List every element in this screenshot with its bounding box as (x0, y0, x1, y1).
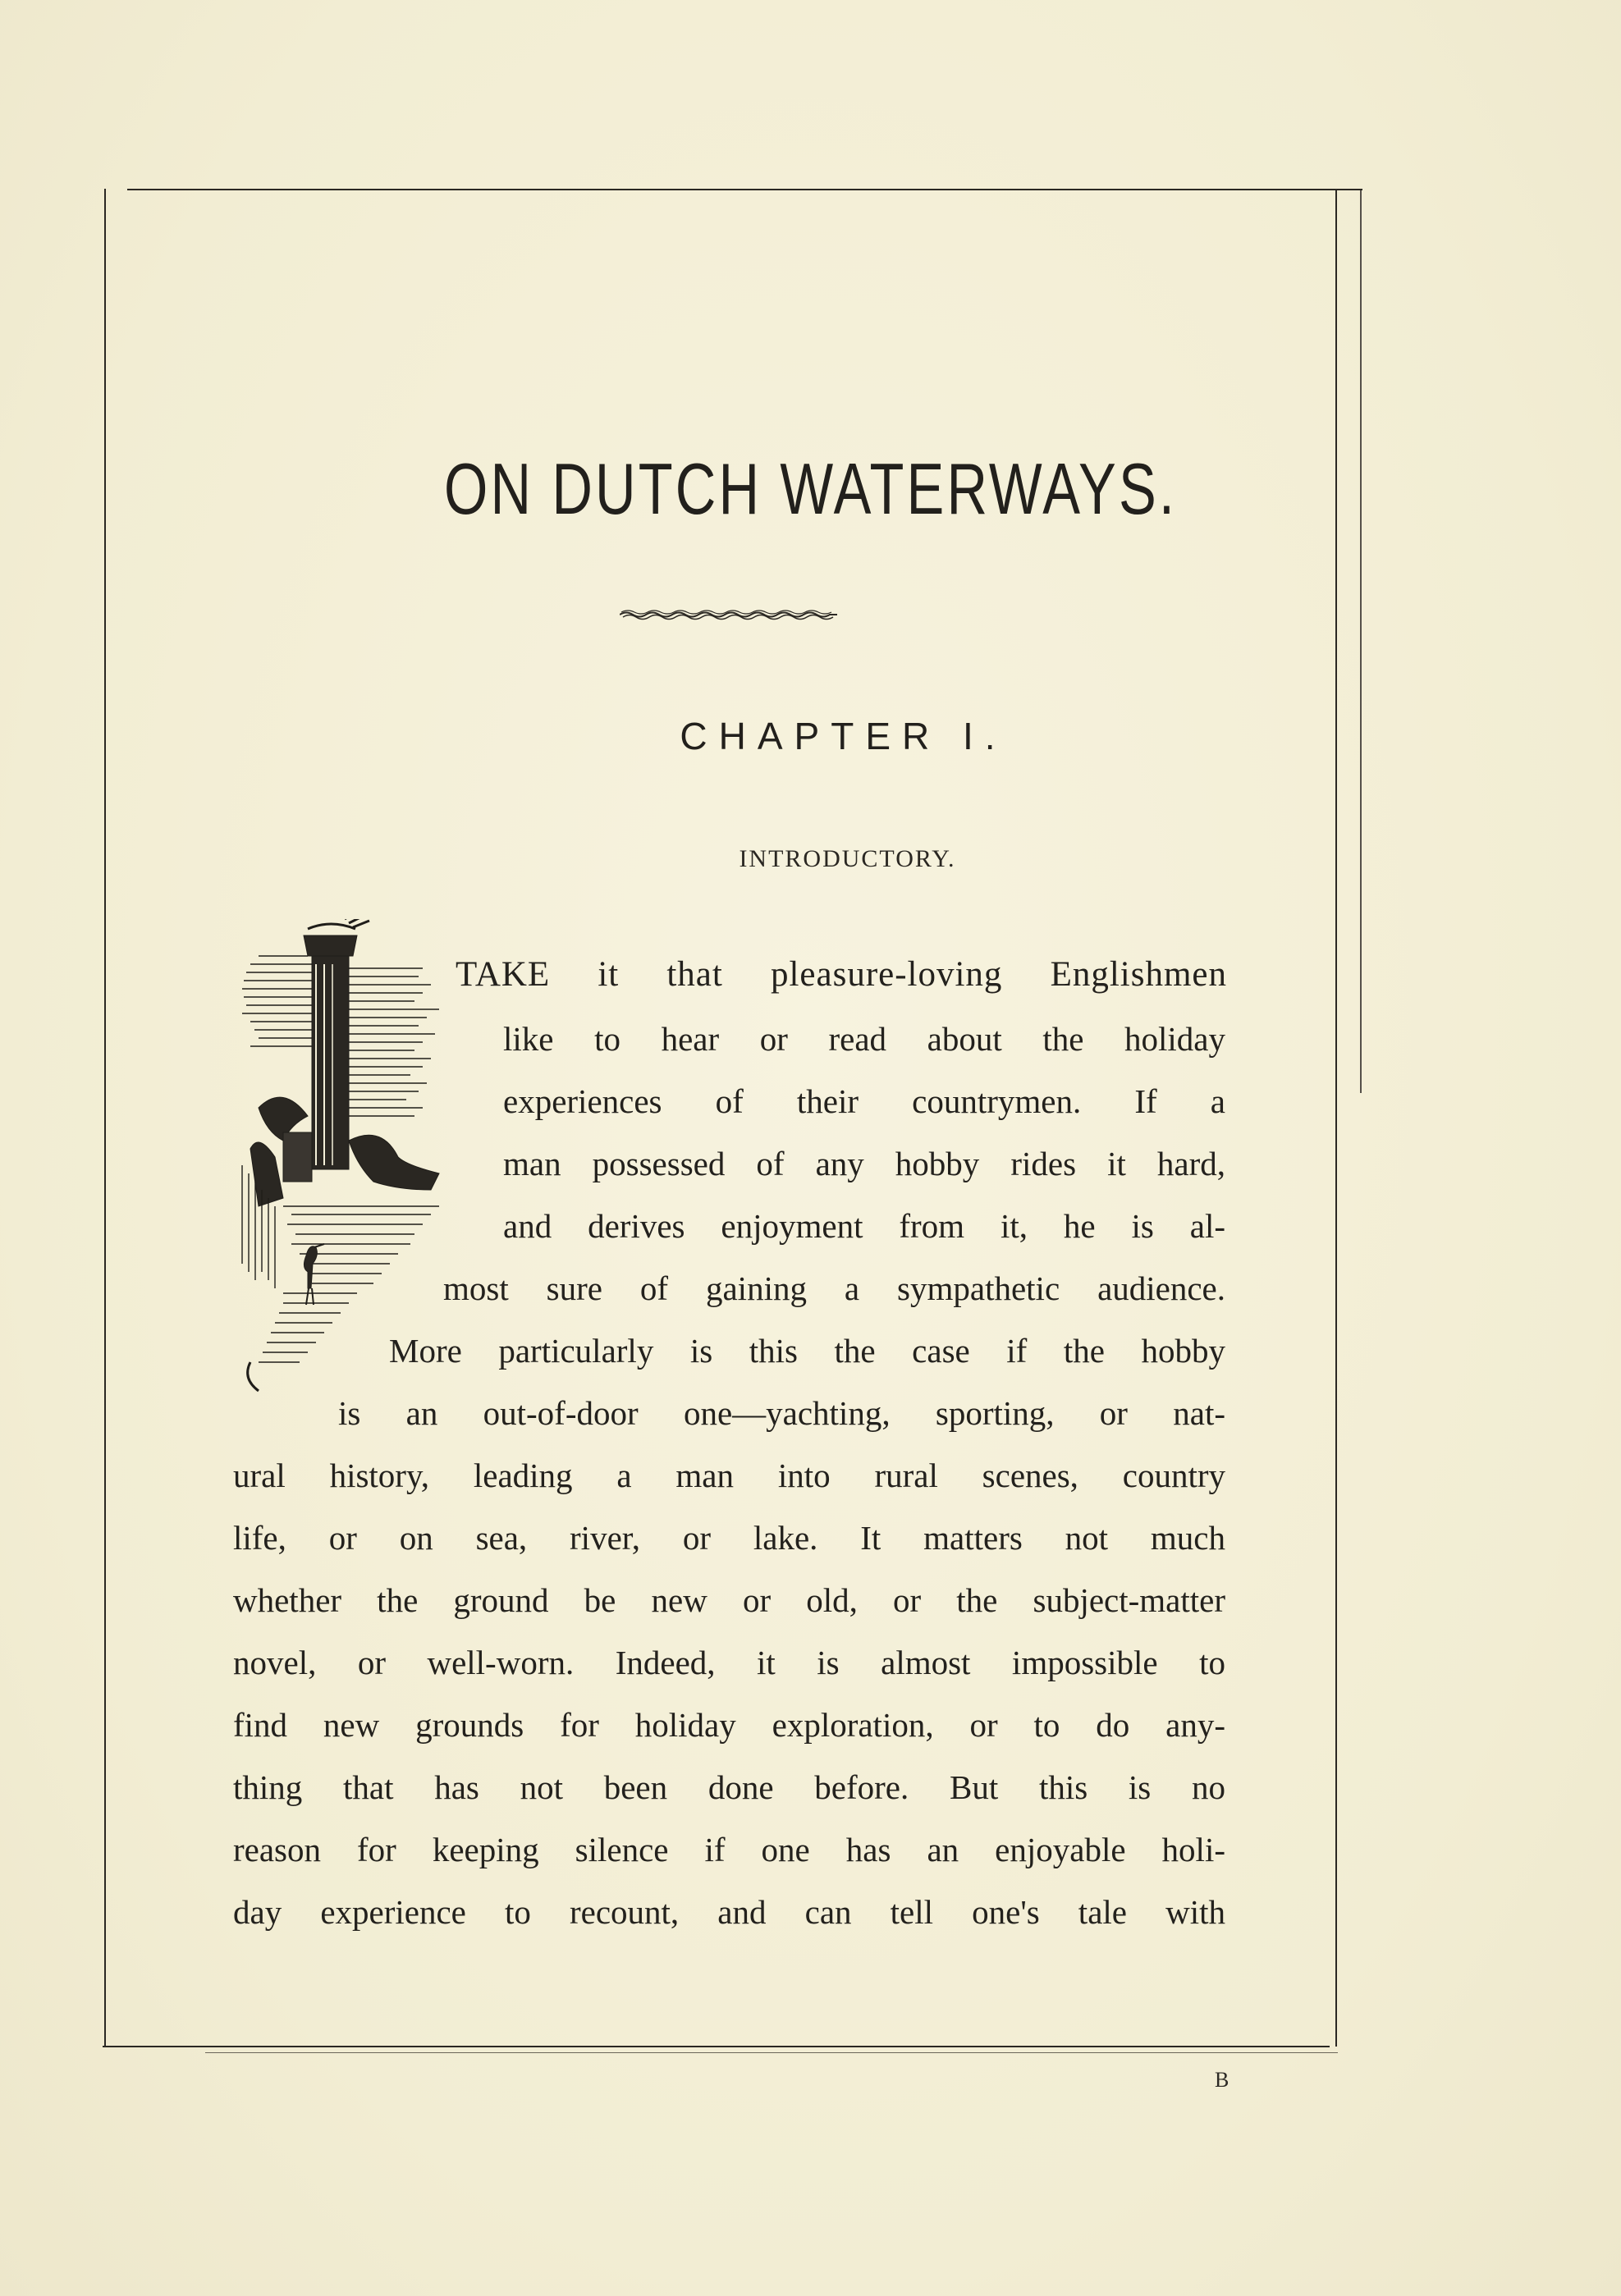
page-border-bottom (103, 2046, 1330, 2047)
page-border-top (127, 189, 1362, 190)
body-line-8: is an out-of-door one—yachting, sporting, or nat- (338, 1394, 1225, 1432)
body-line-7: More particularly is this the case if the hobby (389, 1332, 1225, 1370)
drop-cap-illustration (234, 919, 464, 1395)
body-line-10: life, or on sea, river, or lake. It matters not much (233, 1519, 1225, 1557)
page-border-bottom-inner (205, 2052, 1338, 2053)
title-ornament (620, 609, 837, 620)
body-line-2: like to hear or read about the holiday (503, 1020, 1225, 1058)
body-line-11: whether the ground be new or old, or the subject-matter (233, 1581, 1225, 1619)
chapter-subtitle: INTRODUCTORY. (739, 845, 956, 872)
page-border-right-outer (1360, 190, 1362, 1093)
chapter-heading: CHAPTER I. (680, 715, 1007, 757)
body-line-6: most sure of gaining a sympathetic audience. (443, 1269, 1225, 1307)
body-line-16: day experience to recount, and can tell one's tale with (233, 1893, 1225, 1931)
body-line-5: and derives enjoyment from it, he is al- (503, 1207, 1225, 1245)
body-line-9: ural history, leading a man into rural scenes, country (233, 1457, 1225, 1494)
body-line-1: TAKE it that pleasure-loving Englishmen (456, 955, 1227, 994)
body-line-14: thing that has not been done before. But this is no (233, 1768, 1225, 1806)
body-line-3: experiences of their countrymen. If a (503, 1082, 1225, 1120)
body-line-15: reason for keeping silence if one has an enjoyable holi- (233, 1831, 1225, 1868)
book-title: ON DUTCH WATERWAYS. (443, 448, 1178, 529)
page-border-left (104, 189, 106, 2047)
body-line-13: find new grounds for holiday exploration, or to do any- (233, 1706, 1225, 1744)
body-line-12: novel, or well-worn. Indeed, it is almost impossible to (233, 1644, 1225, 1681)
body-line-4: man possessed of any hobby rides it hard, (503, 1145, 1225, 1182)
signature-mark: B (1215, 2068, 1229, 2092)
